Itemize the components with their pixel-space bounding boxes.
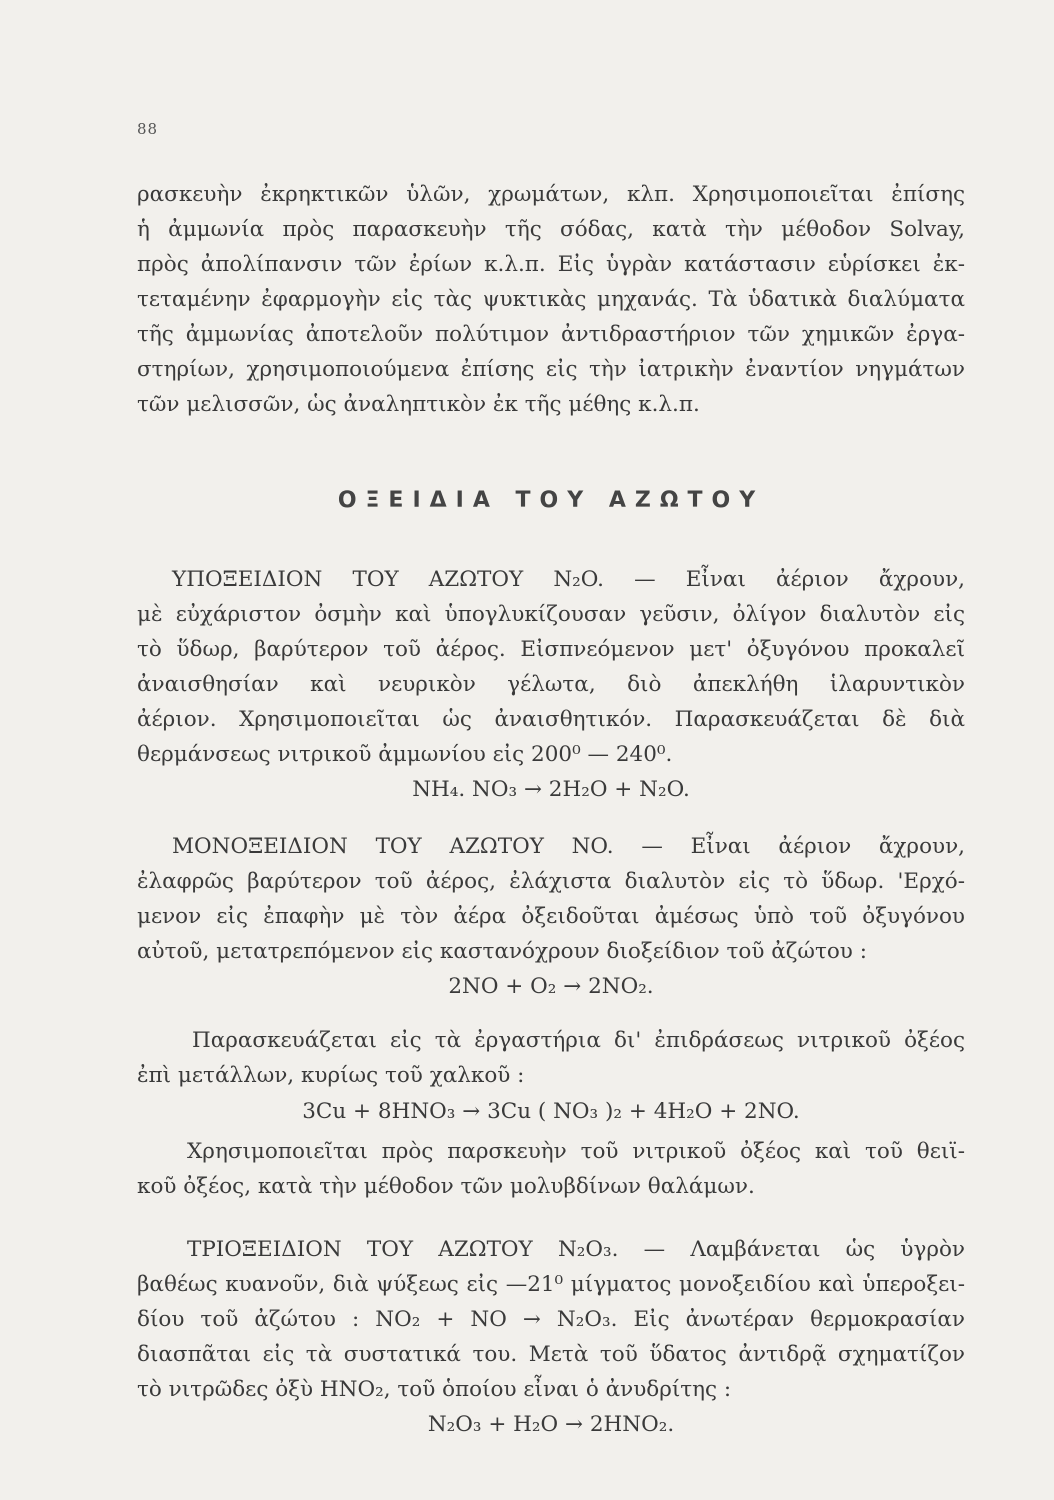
n2o-line-2: μὲ εὐχάριστον ὀσμὴν καὶ ὑπογλυκίζουσαν γεῦσιν, ὀλίγον διαλυτὸν εἰς (137, 602, 965, 627)
n2o-line-6: θερμάνσεως νιτρικοῦ ἀμμωνίου εἰς 200⁰ — 240⁰. (137, 742, 673, 767)
no-line-8: κοῦ ὀξέος, κατὰ τὴν μέθοδον τῶν μολυβδίνων θαλάμων. (137, 1174, 755, 1199)
n2o3-line-5: τὸ νιτρῶδες ὀξὺ HNO₂, τοῦ ὁποίου εἶναι ὁ ἀνυδρίτης : (137, 1377, 732, 1402)
no-line-7: Χρησιμοποιεῖται πρὸς παρσκευὴν τοῦ νιτρικοῦ ὀξέος καὶ τοῦ θειϊ- (187, 1139, 965, 1164)
n2o3-line-1: ΤΡΙΟΞΕΙΔΙΟΝ ΤΟΥ ΑΖΩΤΟΥ N₂O₃. — Λαμβάνεται ὡς ὑγρὸν (187, 1237, 965, 1262)
no-line-4: αὐτοῦ, μετατρεπόμενον εἰς καστανόχρουν διοξείδιον τοῦ ἀζώτου : (137, 939, 867, 964)
n2o-equation: NH₄. NO₃ → 2H₂O + N₂O. (412, 777, 690, 802)
intro-line-4: τεταμένην ἐφαρμογὴν εἰς τὰς ψυκτικὰς μηχανάς. Τὰ ὑδατικὰ διαλύματα (137, 287, 965, 312)
n2o-line-4: ἀναισθησίαν καὶ νευρικὸν γέλωτα, διὸ ἀπεκλήθη ἱλαρυντικὸν (137, 672, 965, 697)
n2o3-line-4: διασπᾶται εἰς τὰ συστατικά του. Μετὰ τοῦ ὕδατος ἀντιδρᾷ σχηματίζον (137, 1342, 965, 1367)
page-number: 88 (137, 120, 159, 138)
n2o-line-3: τὸ ὕδωρ, βαρύτερον τοῦ ἀέρος. Εἰσπνεόμενον μετ' ὀξυγόνου προκαλεῖ (137, 637, 965, 662)
section-heading: ΟΞΕΙΔΙΑ ΤΟΥ ΑΖΩΤΟΥ (337, 488, 765, 513)
no-line-6: ἐπὶ μετάλλων, κυρίως τοῦ χαλκοῦ : (137, 1063, 525, 1088)
intro-line-2: ἡ ἀμμωνία πρὸς παρασκευὴν τῆς σόδας, κατὰ τὴν μέθοδον Solvay, (137, 217, 965, 242)
n2o3-line-3: δίου τοῦ ἀζώτου : NO₂ + NO → N₂O₃. Εἰς ἀνωτέραν θερμοκρασίαν (137, 1307, 965, 1332)
intro-line-7: τῶν μελισσῶν, ὡς ἀναληπτικὸν ἐκ τῆς μέθης κ.λ.π. (137, 392, 700, 417)
no-line-5: Παρασκευάζεται εἰς τὰ ἐργαστήρια δι' ἐπιδράσεως νιτρικοῦ ὀξέος (192, 1028, 965, 1053)
no-line-1: ΜΟΝΟΞΕΙΔΙΟΝ ΤΟΥ ΑΖΩΤΟΥ NO. — Εἶναι ἀέριον ἄχρουν, (172, 834, 965, 859)
n2o-line-1: ΥΠΟΞΕΙΔΙΟΝ ΤΟΥ ΑΖΩΤΟΥ N₂O. — Εἶναι ἀέριον ἄχρουν, (172, 567, 965, 592)
intro-line-3: πρὸς ἀπολίπανσιν τῶν ἐρίων κ.λ.π. Εἰς ὑγρὰν κατάστασιν εὑρίσκει ἐκ- (137, 252, 965, 277)
intro-line-5: τῆς ἀμμωνίας ἀποτελοῦν πολύτιμον ἀντιδραστήριον τῶν χημικῶν ἐργα- (137, 322, 965, 347)
no-line-2: ἐλαφρῶς βαρύτερον τοῦ ἀέρος, ἐλάχιστα διαλυτὸν εἰς τὸ ὕδωρ. 'Ερχό- (137, 869, 965, 894)
no-line-3: μενον εἰς ἐπαφὴν μὲ τὸν ἀέρα ὀξειδοῦται ἀμέσως ὑπὸ τοῦ ὀξυγόνου (137, 904, 965, 929)
n2o3-line-2: βαθέως κυανοῦν, διὰ ψύξεως εἰς —21⁰ μίγματος μονοξειδίου καὶ ὑπεροξει- (137, 1272, 965, 1297)
n2o3-equation: N₂O₃ + H₂O → 2HNO₂. (427, 1412, 675, 1437)
intro-line-6: στηρίων, χρησιμοποιούμενα ἐπίσης εἰς τὴν ἰατρικὴν ἐναντίον νηγμάτων (137, 357, 965, 382)
intro-line-1: ρασκευὴν ἐκρηκτικῶν ὑλῶν, χρωμάτων, κλπ. Χρησιμοποιεῖται ἐπίσης (137, 182, 965, 207)
n2o-line-5: ἀέριον. Χρησιμοποιεῖται ὡς ἀναισθητικόν. Παρασκευάζεται δὲ διὰ (137, 707, 965, 732)
no-equation-1: 2NO + O₂ → 2NO₂. (448, 974, 654, 999)
no-equation-2: 3Cu + 8HNO₃ → 3Cu ( NO₃ )₂ + 4H₂O + 2NO. (302, 1099, 800, 1124)
